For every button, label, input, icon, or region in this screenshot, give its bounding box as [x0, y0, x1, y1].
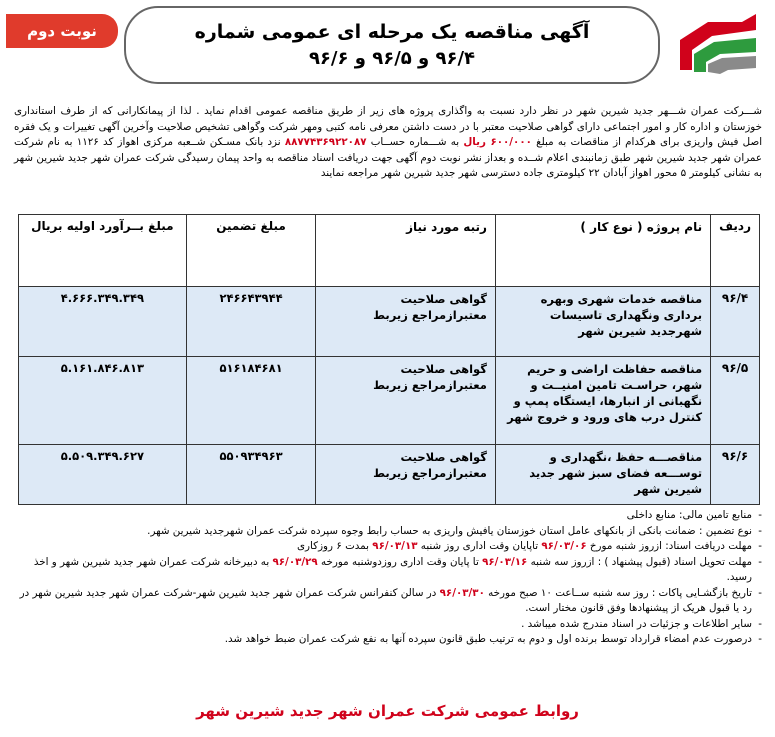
row-rank: گواهی صلاحیت معتبرازمراجع زیربط [316, 445, 496, 505]
intro-text-3: نزد بانک مسـکن شــعبه مرکزی اهواز کد ۱۱۲۶ به نام شرکت عمران شهر جدید شیرین شهر طبق زمانبندی اعلام شــده و بعداز نشر نوبت دوم آگهی جهت دریافت اسناد مناقصه به واحد پیمان رسیدگی شرکت عمران شهر جدید شیرین شهر به نشانی کیلومتر ۵ محور اهواز آبادان ۲۲ کیلومتری جاده دسترسی شهر جدید شیرین شهر مراجعه نمایند [14, 136, 762, 179]
row-rank: گواهی صلاحیت معتبرازمراجع زیربط [316, 287, 496, 357]
table-row [19, 445, 760, 505]
opening-date: ۹۶/۰۳/۳۰ [439, 586, 485, 599]
row-estimate: ۴.۶۶۶.۳۴۹.۳۴۹ [19, 287, 187, 357]
row-guarantee: ۵۵۰۹۳۴۹۶۳ [186, 445, 316, 505]
detail-other-info: - سایر اطلاعات و جزئیات در اسناد مندرج شده میباشد . [14, 617, 762, 633]
receipt-text-b: تاپایان وقت اداری روز شنبه [420, 540, 539, 552]
intro-paragraph [14, 104, 762, 182]
receipt-text-a: مهلت دریافت اسناد: ازروز شنبه مورخ [589, 540, 752, 552]
delivery-end-date: ۹۶/۰۳/۲۹ [272, 555, 318, 568]
details-list [14, 508, 762, 648]
deposit-amount: ۶۰۰/۰۰۰ ریال [463, 136, 532, 148]
receipt-text-c: بمدت ۶ روزکاری [297, 540, 369, 552]
delivery-text-c: به دبیرخانه شرکت عمران شهر جدید شیرین شهر و اخذ رسید. [33, 555, 752, 583]
account-number: ۸۸۷۷۴۳۶۹۲۲۰۸۷ [284, 136, 367, 148]
detail-opening [14, 586, 762, 617]
table-row [19, 357, 760, 445]
table-row [19, 287, 760, 357]
header-num: ردیف [711, 215, 760, 287]
row-estimate: ۵.۵۰۹.۳۴۹.۶۲۷ [19, 445, 187, 505]
intro-text-1: شـــرکت عمران شـــهر جدید شیرین شهر در نظر دارد نسبت به واگذاری پروژه های زیر از طریق مناقصه عمومی اقدام نماید . لذا از پیمانکارانی که از طرف استانداری خوزستان و اداره کار و امور اجتماعی دارای گواهی صلاحیت معتبر با در دست داشتن معرفی نامه کتبی ومهر شرکت وگواهی تشخیص صلاحیت وآخرین آگهی تغییرات و یک فقره اصل فیش واریزی برای هرکدام از مناقصات به مبلغ [14, 105, 763, 148]
row-num: ۹۶/۶ [711, 445, 760, 505]
opening-text-b: در سالن کنفرانس شرکت عمران شهر جدید شیرین شهر-شرکت عمران شهر جدید شیرین شهر در رد یا قبول هریک از پیشنهادها وفق قانون مختار است. [19, 586, 752, 614]
header [6, 6, 768, 88]
header-project: نام پروژه ( نوع کار ) [495, 215, 710, 287]
company-logo-icon [672, 10, 762, 80]
footer-signature: روابط عمومی شرکت عمران شهر جدید شیرین شهر [196, 702, 579, 720]
row-guarantee: ۵۱۶۱۸۴۶۸۱ [186, 357, 316, 445]
intro-text-2: به شـــماره حســاب [370, 136, 460, 148]
opening-text-a: تاریخ بازگشـایی پاکات : روز سه شنبه ســاعت ۱۰ صبح مورخه [488, 586, 752, 599]
row-project: مناقصه حفاظت اراضی و حریم شهر، حراسـت تامین امنیــت و نگهبانی از انبارها، ایستگاه پمپ و کنترل درب های ورود و خروج شهر [495, 357, 710, 445]
delivery-text-b: تا پایان وقت اداری روزدوشنبه مورخه [321, 555, 479, 568]
row-estimate: ۵.۱۶۱.۸۴۶.۸۱۳ [19, 357, 187, 445]
row-num: ۹۶/۵ [711, 357, 760, 445]
detail-delivery-deadline [14, 555, 762, 586]
detail-guarantee-type: - نوع تضمین : ضمانت بانکی از بانکهای عامل استان خوزستان یافیش واریزی به حساب رابط وجوه سپرده شرکت عمران شهرجدید شیرین شهر. [14, 524, 762, 540]
detail-refusal: - درصورت عدم امضاء قرارداد توسط برنده اول و دوم به ترتیب طبق قانون سپرده آنها به نفع شرکت عمران ضبط خواهد شد. [14, 632, 762, 648]
row-rank: گواهی صلاحیت معتبرازمراجع زیربط [316, 357, 496, 445]
receipt-end-date: ۹۶/۰۳/۱۳ [372, 540, 418, 552]
detail-funding: - منابع تامین مالی: منابع داخلی [14, 508, 762, 524]
tenders-table [18, 214, 760, 505]
row-guarantee: ۲۴۶۶۴۳۹۴۴ [186, 287, 316, 357]
page-title: آگهی مناقصه یک مرحله ای عمومی شماره [194, 21, 590, 43]
table-header-row [19, 215, 760, 287]
title-box [124, 6, 660, 84]
header-estimate: مبلغ بــرآورد اولیه بریال [19, 215, 187, 287]
delivery-start-date: ۹۶/۰۳/۱۶ [482, 555, 528, 568]
header-guarantee: مبلغ تضمین [186, 215, 316, 287]
edition-badge: نوبت دوم [6, 14, 118, 48]
tender-numbers: ۹۶/۴ و ۹۶/۵ و ۹۶/۶ [308, 48, 476, 69]
row-num: ۹۶/۴ [711, 287, 760, 357]
receipt-start-date: ۹۶/۰۳/۰۶ [541, 540, 587, 552]
row-project: مناقصه خدمات شهری وبهره برداری ونگهداری تاسیسات شهرجدید شیرین شهر [495, 287, 710, 357]
header-rank: رتبه مورد نیاز [316, 215, 496, 287]
delivery-text-a: مهلت تحویل اسناد (قبول پیشنهاد ) : ازروز سه شنبه [530, 555, 752, 568]
detail-receipt-deadline [14, 539, 762, 555]
row-project: مناقصـــه حفظ ،نگهداری و توســـعه فضای سبز شهر جدید شیرین شهر [495, 445, 710, 505]
